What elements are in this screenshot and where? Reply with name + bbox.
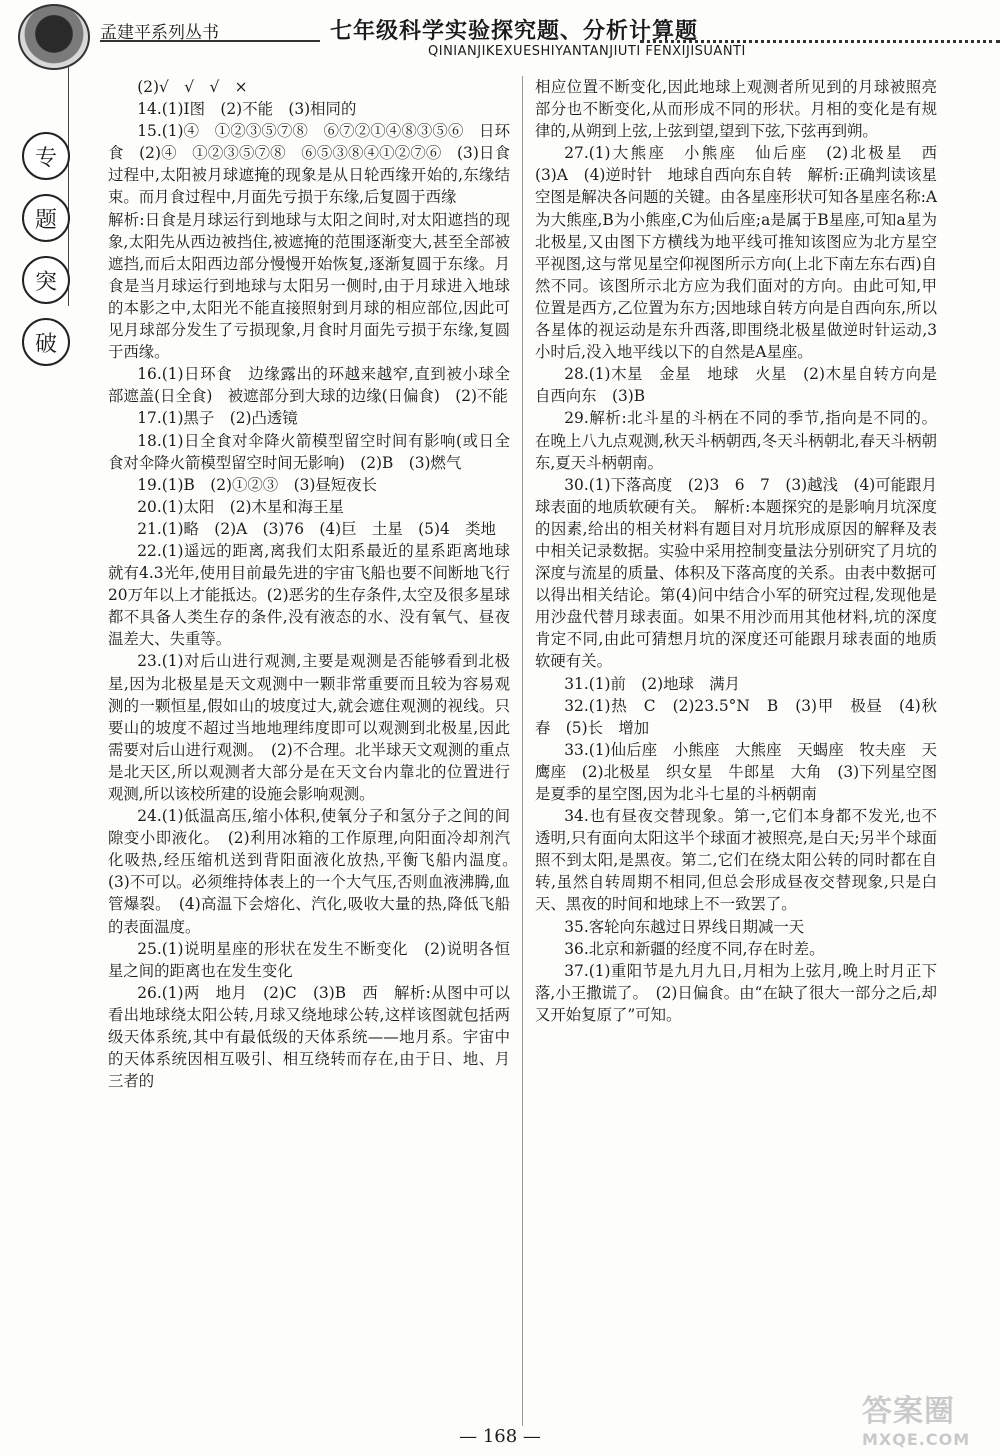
watermark-url: MXQE.COM xyxy=(862,1430,971,1449)
column-divider xyxy=(522,76,523,1426)
watermark-logo xyxy=(862,1386,992,1452)
answer-item: 35.客轮向东越过日界线日期减一天 xyxy=(564,917,805,936)
answer-item: 15.(1)④ ①②③⑤⑦⑧ ⑥⑦②①④⑧③⑤⑥ 日环食 (2)④ ①②③⑤⑦⑧ ⑥⑤③⑧④①②⑦⑥ (3)日食过程中,太阳被月球遮掩的现象是从日轮西缘开始的,东缘结束。而月食过程中,月面先亏损于东缘,后复圆于西缘 xyxy=(108,122,510,207)
answer-item: 14.(1)Ⅰ图 (2)不能 (3)相同的 xyxy=(137,100,357,119)
page-header xyxy=(0,0,1000,70)
answer-item: 30.(1)下落高度 (2)3 6 7 (3)越浅 (4)可能跟月球表面的地质软硬有关。 解析:本题探究的是影响月坑深度的因素,给出的相关材料有题目对月坑形成原因的解释及表中相关记录数据。实验中采用控制变量法分别研究了月坑的深度与流星的质量、体积及下落高度的关系。由表中数据可以得出相关结论。第(4)问中结合小军的研究过程,发现他是用沙盘代替月球表面。如果不用沙而用其他材料,坑的深度肯定不同,由此可猜想月坑的深度还可能跟月球表面的地质软硬有关。 xyxy=(535,475,937,671)
answer-item: 22.(1)遥远的距离,离我们太阳系最近的星系距离地球就有4.3光年,使用目前最先进的宇宙飞船也要不间断地飞行20万年以上才能抵达。(2)恶劣的生存条件,太空及很多星球都不具备人类生存的条件,没有液态的水、没有氧气、昼夜温差大、失重等。 xyxy=(108,541,510,649)
answer-item: 25.(1)说明星座的形状在发生不断变化 (2)说明各恒星之间的距离也在发生变化 xyxy=(108,939,510,980)
answer-item: 28.(1)木星 金星 地球 火星 (2)木星自转方向是自西向东 (3)B xyxy=(535,365,937,406)
answer-item: 29.解析:北斗星的斗柄在不同的季节,指向是不同的。在晚上八九点观测,秋天斗柄朝西,冬天斗柄朝北,春天斗柄朝东,夏天斗柄朝南。 xyxy=(535,409,937,472)
badge-po: 破 xyxy=(22,318,70,366)
answer-item: 37.(1)重阳节是九月九日,月相为上弦月,晚上时月正下落,小王撒谎了。 (2)日偏食。由“在缺了很大一部分之后,却又开始复原了”可知。 xyxy=(535,961,937,1024)
header-dotted-rule xyxy=(640,40,1000,43)
answer-item: 16.(1)日环食 边缘露出的环越来越窄,直到被小球全部遮盖(日全食) 被遮部分到大球的边缘(日偏食) (2)不能 xyxy=(108,365,510,406)
answer-item: 32.(1)热 C (2)23.5°N B (3)甲 极昼 (4)秋 春 (5)长 增加 xyxy=(535,696,953,737)
answer-item: (2)√ √ √ × xyxy=(137,78,248,96)
badge-zhuan: 专 xyxy=(22,132,70,180)
right-column xyxy=(535,76,953,1026)
series-name: 孟建平系列丛书 xyxy=(100,23,219,43)
answer-item: 24.(1)低温高压,缩小体积,使氧分子和氢分子之间的间隙变小即液化。 (2)利用冰箱的工作原理,向阳面冷却剂汽化吸热,经压缩机送到背阳面液化放热,平衡飞船内温度。 (3)不可以。必须维持体表上的一个大气压,否则血液沸腾,血管爆裂。 (4)高温下会熔化、汽化,吸收大量的热,降低飞船的表面温度。 xyxy=(108,807,526,936)
badge-ti: 题 xyxy=(22,194,70,242)
answer-item: 34.也有昼夜交替现象。第一,它们本身都不发光,也不透明,只有面向太阳这半个球面才被照亮,是白天;另半个球面照不到太阳,是黑夜。第二,它们在绕太阳公转的同时都在自转,虽然自转周期不相同,但总会形成昼夜交替现象,只是白天、黑夜的时间和地球上不一致罢了。 xyxy=(535,807,937,914)
answer-item: 27.(1)大熊座 小熊座 仙后座 (2)北极星 西 (3)A (4)逆时针 地球自西向东自转 解析:正确判读该星空图是解决各问题的关键。由各星座形状可知各星座名称:A为大熊座,B为小熊座,C为仙后座;a是属于B星座,可知a星为北极星,又由图下方横线为地平线可推知该图应为北方星空平视图,这与常见星空仰视图所示方向(上北下南左东右西)自然不同。该图所示北方应为我们面对的方向。由此可知,甲位置是西方,乙位置为东方;因地球自转方向是自西向东,所以各星体的视运动是东升西落,即围绕北极星做逆时针运动,3小时后,没入地平线以下的自然是A星座。 xyxy=(535,144,953,362)
watermark-text: 答案圈 xyxy=(862,1394,955,1429)
answer-item: 23.(1)对后山进行观测,主要是观测是否能够看到北极星,因为北极星是天文观测中一颗非常重要而且较为容易观测的一颗恒星,假如山的坡度过大,就会遮住观测的视线。只要山的坡度不超过当地地理纬度即可以观测到北极星,因此需要对后山进行观测。 (2)不合理。北半球天文观测的重点是北天区,所以观测者大部分是在天文台内靠北的位置进行观测,所以该校所建的设施会影响观测。 xyxy=(108,652,510,803)
page-number: — 168 — xyxy=(459,1426,541,1447)
answer-item: 33.(1)仙后座 小熊座 大熊座 天蝎座 牧夫座 天鹰座 (2)北极星 织女星 牛郎星 大角 (3)下列星空图是夏季的星空图,因为北斗七星的斗柄朝南 xyxy=(535,740,937,803)
answer-item: 31.(1)前 (2)地球 满月 xyxy=(564,674,741,693)
analysis-paragraph: 解析:日食是月球运行到地球与太阳之间时,对太阳遮挡的现象,太阳先从西边被挡住,被遮掩的范围逐渐变大,甚至全部被遮挡,而后太阳西边部分慢慢开始恢复,逐渐复圆于东缘。月食是当月球运行到地球与太阳另一侧时,由于月球进入地球的本影之中,太阳光不能直接照射到月球的相应部位,因此可见月球部分发生了亏损现象,月食时月面先亏损于东缘,复圆于西缘。 xyxy=(108,210,510,362)
header-rule xyxy=(100,40,320,42)
answer-item: 20.(1)太阳 (2)木星和海王星 xyxy=(137,497,344,516)
answer-item: 18.(1)日全食对伞降火箭模型留空时间有影响(或日全食对伞降火箭模型留空时间无影响) (2)B (3)燃气 xyxy=(108,431,510,472)
answer-continuation: 相应位置不断变化,因此地球上观测者所见到的月球被照亮部分也不断变化,从而形成不同的形状。月相的变化是有规律的,从朔到上弦,上弦到望,望到下弦,下弦再到朔。 xyxy=(535,78,937,141)
answer-item: 26.(1)两 地月 (2)C (3)B 西 解析:从图中可以看出地球绕太阳公转,月球又绕地球公转,这样该图就包括两级天体系统,其中有最低级的天体系统——地月系。宇宙中的天体系统因相互吸引、相互绕转而存在,由于日、地、月三者的 xyxy=(108,983,510,1091)
series-logo-icon xyxy=(18,4,90,70)
badge-tu: 突 xyxy=(22,256,70,304)
book-title: 七年级科学实验探究题、分析计算题 xyxy=(330,18,699,44)
left-column xyxy=(108,76,526,1092)
answer-item: 21.(1)略 (2)A (3)76 (4)巨 土星 (5)4 类地 xyxy=(137,519,496,538)
book-title-pinyin: QINIANJIKEXUESHIYANTANJIUTI FENXIJISUANTI xyxy=(428,44,746,59)
answer-item: 36.北京和新疆的经度不同,存在时差。 xyxy=(564,939,825,958)
answer-item: 19.(1)B (2)①②③ (3)昼短夜长 xyxy=(137,475,377,494)
answer-item: 17.(1)黑子 (2)凸透镜 xyxy=(137,409,298,428)
